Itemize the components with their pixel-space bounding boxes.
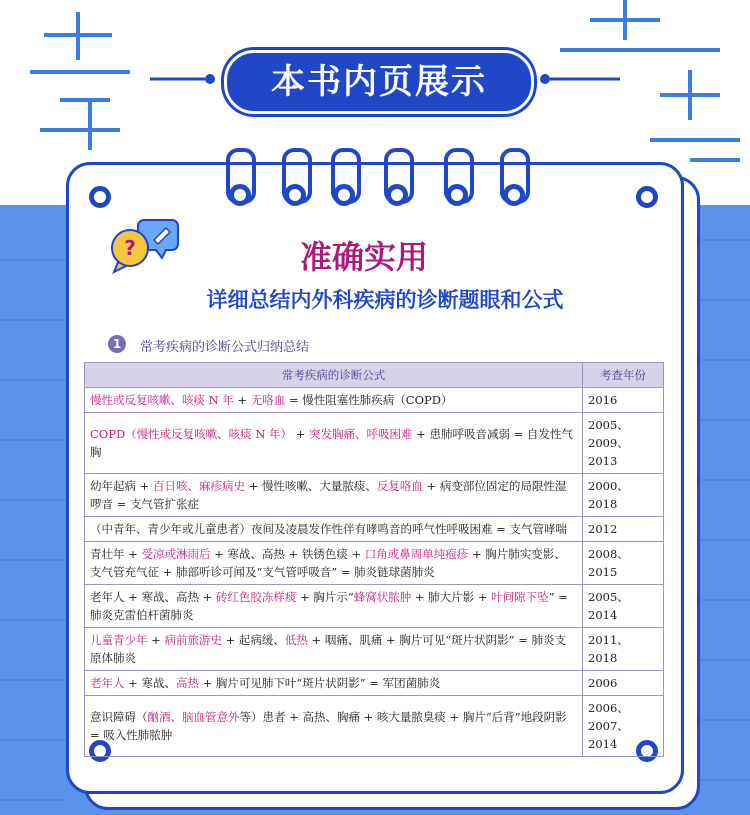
formula-cell	[85, 413, 583, 474]
banner-title: 本书内页展示	[224, 50, 534, 114]
formula-text: + 起病缓、	[221, 633, 285, 647]
formula-text: +	[136, 479, 153, 493]
formula-text: + 慢性咳嗽、大量脓痰、	[244, 479, 377, 493]
question-chat-icon	[108, 212, 180, 274]
formula-text: 青壮年 +	[90, 547, 142, 561]
highlighted-text: COPD（慢性或反复咳嗽、咳痰 N 年）	[90, 427, 293, 441]
table-row	[85, 671, 664, 696]
year-text: 2000、2018	[588, 479, 629, 511]
formula-cell	[85, 696, 583, 757]
diagnosis-formula-table	[84, 362, 664, 757]
year-text: 2007、2014	[588, 719, 629, 751]
binder-hole	[503, 184, 525, 206]
year-text: 2005、	[588, 418, 629, 432]
formula-text: +	[233, 393, 251, 407]
formula-text: + 肺大片影 +	[411, 590, 492, 604]
formula-text: + 病变部位固定的局限性湿啰音 = 支气管扩张症	[90, 479, 567, 511]
highlighted-text: 无咯血	[250, 393, 286, 407]
formula-cell	[85, 517, 583, 542]
formula-text: = 慢性阻塞性肺疾病（COPD）	[285, 393, 453, 407]
highlighted-text: 口角或鼻周单纯疱疹	[364, 547, 469, 561]
year-cell	[583, 413, 664, 474]
table-row	[85, 696, 664, 757]
binder-hole	[386, 184, 408, 206]
table-row	[85, 388, 664, 413]
year-text: 2012	[588, 522, 618, 536]
highlighted-text: 受凉或淋雨后	[141, 547, 211, 561]
year-text: 2016	[588, 393, 618, 407]
year-text: 2011、2018	[588, 633, 629, 665]
year-cell	[583, 671, 664, 696]
formula-cell	[85, 585, 583, 628]
year-cell	[583, 474, 664, 517]
year-cell	[583, 388, 664, 413]
highlighted-text: 酗酒、脑血管意外	[147, 710, 240, 724]
highlighted-text: 儿童青少年	[90, 633, 148, 647]
formula-cell	[85, 388, 583, 413]
year-text: 2006、	[588, 701, 629, 715]
highlighted-text: 反复咯血	[376, 479, 423, 493]
highlighted-text: 砖红色胶冻样痰	[215, 590, 297, 604]
section-number-badge: 1	[108, 335, 126, 353]
highlighted-text: 慢性或反复咳嗽、咳痰 N 年	[90, 393, 234, 407]
binder-hole	[446, 184, 468, 206]
formula-text: 幼年起病	[90, 479, 136, 493]
formula-text: + 胸片肺实变影、支气管充气征 + 肺部听诊可闻及“支气管呼吸音” = 肺炎链球菌肺炎	[90, 547, 566, 579]
formula-text: + 胸片可见肺下叶“斑片状阴影” = 军团菌肺炎	[198, 676, 441, 690]
formula-text: （中青年、青少年或儿童患者）夜间及凌晨发作性伴有哮鸣音的呼气性呼吸困难 = 支气管哮喘	[90, 522, 567, 536]
table-header-row	[85, 363, 664, 388]
formula-text: ” = 肺炎克雷伯杆菌肺炎	[90, 590, 568, 622]
highlighted-text: 高热	[175, 676, 199, 690]
formula-text: + 寒战、高热 + 铁锈色痰 +	[210, 547, 365, 561]
year-cell	[583, 517, 664, 542]
binder-hole	[333, 184, 355, 206]
highlighted-text: 低热	[284, 633, 308, 647]
binder-hole	[229, 184, 251, 206]
highlighted-text: 叶间隙下坠	[491, 590, 549, 604]
hero-title: 准确实用	[300, 238, 429, 276]
formula-text: + 胸片示“	[296, 590, 354, 604]
formula-text: 老年人 + 寒战、高热 +	[90, 590, 216, 604]
formula-text: + 咽痛、肌痛 + 胸片可见“斑片状阴影” = 肺炎支原体肺炎	[90, 633, 567, 665]
year-text: 2006	[588, 676, 618, 690]
column-header-formula: 常考疾病的诊断公式	[85, 363, 583, 388]
formula-text: + 寒战、	[124, 676, 176, 690]
svg-text:?: ?	[124, 236, 136, 260]
year-cell	[583, 585, 664, 628]
binder-hole	[284, 184, 306, 206]
formula-text: + 患肺呼吸音减弱 = 自发性气胸	[90, 427, 573, 459]
binder-hole	[89, 186, 111, 208]
year-cell	[583, 696, 664, 757]
formula-text: +	[292, 427, 310, 441]
formula-cell	[85, 671, 583, 696]
highlighted-text: 病前旅游史	[164, 633, 222, 647]
year-text: 2009、2013	[588, 436, 629, 468]
highlighted-text: 老年人	[90, 676, 125, 690]
table-row	[85, 585, 664, 628]
year-cell	[583, 628, 664, 671]
table-row	[85, 628, 664, 671]
table-row	[85, 413, 664, 474]
table-row	[85, 517, 664, 542]
hero-subtitle: 详细总结内外科疾病的诊断题眼和公式	[206, 288, 564, 312]
binder-hole	[636, 186, 658, 208]
formula-text: 等）患者 + 高热、胸痛 + 咳大量脓臭痰 + 胸片“后背”地段阴影 = 吸入性肺脓肿	[90, 710, 567, 742]
year-text: 2005、2014	[588, 590, 629, 622]
column-header-year: 考查年份	[583, 363, 664, 388]
formula-text: +	[147, 633, 165, 647]
year-cell	[583, 542, 664, 585]
year-text: 2008、2015	[588, 547, 629, 579]
table-row	[85, 474, 664, 517]
highlighted-text: 蜂窝状脓肿	[353, 590, 412, 604]
highlighted-text: 百日咳、麻疹病史	[152, 479, 245, 493]
formula-cell	[85, 628, 583, 671]
formula-cell	[85, 542, 583, 585]
formula-text: 意识障碍（	[90, 710, 148, 724]
formula-cell	[85, 474, 583, 517]
table-row	[85, 542, 664, 585]
highlighted-text: 突发胸痛、呼吸困难	[309, 427, 413, 441]
section-title: 常考疾病的诊断公式归纳总结	[140, 340, 310, 355]
